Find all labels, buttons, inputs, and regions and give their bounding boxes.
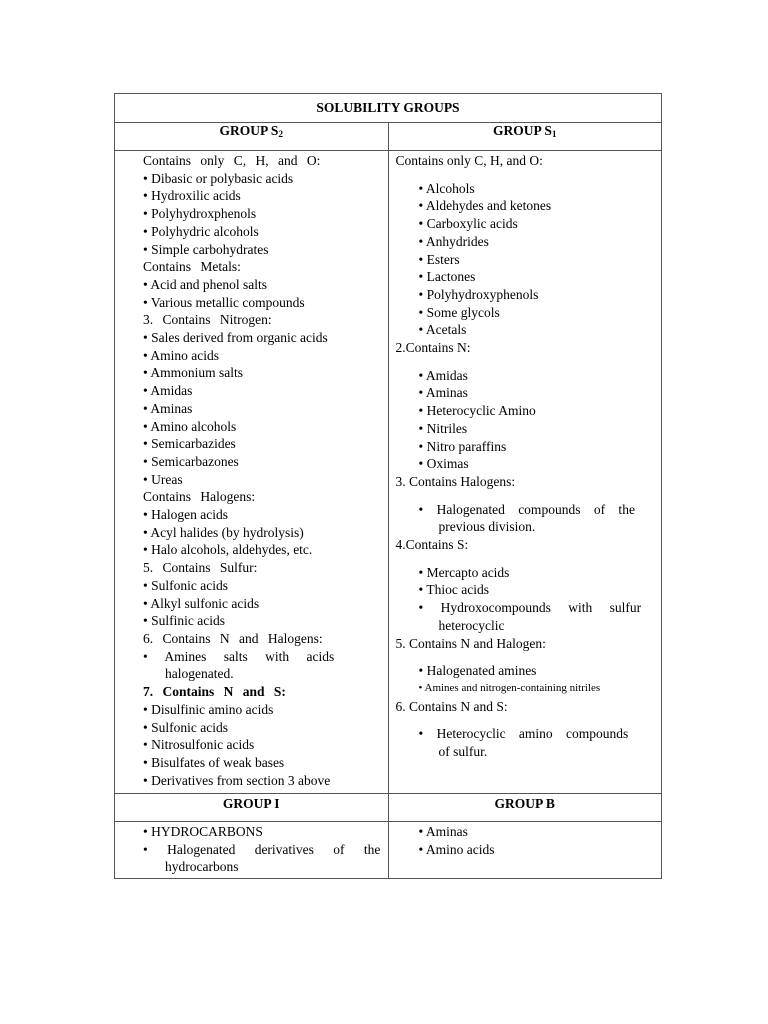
s1-list-5 xyxy=(396,662,650,697)
list-item: • Nitro paraffins xyxy=(418,438,507,454)
list-item-continuation: hydrocarbons xyxy=(165,859,239,875)
table-title: SOLUBILITY GROUPS xyxy=(115,94,662,123)
s1-list-3 xyxy=(396,501,650,536)
list-item: • Mercapto acids xyxy=(418,564,510,580)
list-item: • Simple carbohydrates xyxy=(143,241,269,257)
s1-heading-5: 5. Contains N and Halogen: xyxy=(395,635,546,651)
list-item: • Polyhydric alcohols xyxy=(143,223,259,239)
header-group-i: GROUP I xyxy=(115,794,389,822)
s2-list-7 xyxy=(143,701,380,790)
s1-list-1 xyxy=(396,180,650,339)
group-s2-cell xyxy=(115,151,389,794)
list-item: • Sulfonic acids xyxy=(143,719,228,735)
s2-heading-3: 3. Contains Nitrogen: xyxy=(143,312,272,328)
header-group-s1: GROUP $S_1$ xyxy=(388,123,662,151)
list-item: • Halogenated derivatives of the xyxy=(143,841,381,857)
list-item: • Halo alcohols, aldehydes, etc. xyxy=(143,542,313,558)
list-item: • Amino acids xyxy=(418,841,495,857)
list-item: • Aldehydes and ketones xyxy=(418,198,552,214)
list-item: • Alcohols xyxy=(418,180,475,196)
list-item: • Nitrosulfonic acids xyxy=(143,737,255,753)
header-group-s2: GROUP $S_2$ xyxy=(115,123,389,151)
s2-heading-6: 6. Contains N and Halogens: xyxy=(143,630,323,646)
list-item: • Carboxylic acids xyxy=(418,216,518,232)
s1-heading-2: 2.Contains N: xyxy=(395,340,471,356)
s1-heading-3: 3. Contains Halogens: xyxy=(395,473,516,489)
list-item: • Hydroxocompounds with sulfur xyxy=(418,600,642,616)
list-item: • Lactones xyxy=(418,269,476,285)
list-item: • Heterocyclic Amino xyxy=(418,403,536,419)
list-item: • Anhydrides xyxy=(418,233,489,249)
list-item: • Amines salts with acids xyxy=(143,648,335,664)
group-i-cell xyxy=(115,822,389,879)
group-s1-cell xyxy=(388,151,662,794)
s2-heading-7: 7. Contains N and S: xyxy=(143,684,286,700)
list-item: • Halogen acids xyxy=(143,507,228,523)
list-item-continuation: halogenated. xyxy=(165,666,234,682)
list-item: • Amino alcohols xyxy=(143,418,237,434)
list-item: • Halogenated compounds of the xyxy=(418,501,635,517)
list-item: • Halogenated amines xyxy=(418,663,537,679)
list-item: • Aminas xyxy=(418,824,468,840)
s2-heading-1: Contains only C, H, and O: xyxy=(143,153,321,168)
list-item: • Acid and phenol salts xyxy=(143,276,267,292)
list-item: • Bisulfates of weak bases xyxy=(143,754,285,770)
list-item: • Semicarbazones xyxy=(143,453,239,469)
list-item: • Thioc acids xyxy=(418,582,489,598)
header-group-b: GROUP B xyxy=(388,794,662,822)
list-item-continuation: of sulfur. xyxy=(438,744,488,760)
list-item-continuation: previous division. xyxy=(438,519,536,535)
list-item: • Hydroxilic acids xyxy=(143,188,241,204)
list-item: • Sulfinic acids xyxy=(143,613,225,629)
s1-heading-4: 4.Contains S: xyxy=(395,537,469,553)
list-item: • Ammonium salts xyxy=(143,365,243,381)
s1-list-4 xyxy=(396,564,650,635)
list-item: • Sales derived from organic acids xyxy=(143,330,328,346)
list-item: • Aminas xyxy=(418,385,468,401)
s1-list-6 xyxy=(396,725,650,760)
list-item: • Amines and nitrogen-containing nitriles xyxy=(418,681,601,694)
list-item: • Acyl halides (by hydrolysis) xyxy=(143,524,304,540)
list-item: • Aminas xyxy=(143,400,193,416)
s2-heading-4: Contains Halogens: xyxy=(143,489,256,505)
list-item: • Amino acids xyxy=(143,347,219,363)
list-item: • Heterocyclic amino compounds xyxy=(418,726,629,742)
s1-heading-6: 6. Contains N and S: xyxy=(395,698,508,714)
list-item: • Sulfonic acids xyxy=(143,577,228,593)
list-item: • Amidas xyxy=(143,383,193,399)
s2-heading-2: Contains Metals: xyxy=(143,259,241,275)
s2-list-4 xyxy=(143,506,380,559)
s2-list-3 xyxy=(143,329,380,488)
solubility-table xyxy=(114,93,662,879)
list-item: • HYDROCARBONS xyxy=(143,824,263,840)
list-item: • Disulfinic amino acids xyxy=(143,701,274,717)
list-item-continuation: heterocyclic xyxy=(438,617,505,633)
list-item: • Alkyl sulfonic acids xyxy=(143,595,260,611)
list-item: • Semicarbazides xyxy=(143,436,236,452)
list-item: • Oximas xyxy=(418,456,469,472)
list-item: • Polyhydroxphenols xyxy=(143,206,257,222)
s2-heading-5: 5. Contains Sulfur: xyxy=(143,560,258,576)
s1-list-2 xyxy=(396,367,650,473)
list-item: • Various metallic compounds xyxy=(143,294,305,310)
list-item: • Dibasic or polybasic acids xyxy=(143,170,294,186)
list-item: • Derivatives from section 3 above xyxy=(143,772,331,788)
list-item: • Nitriles xyxy=(418,420,468,436)
s2-list-2 xyxy=(143,276,380,311)
list-item: • Acetals xyxy=(418,322,467,338)
s2-list-1 xyxy=(143,170,380,259)
list-item: • Ureas xyxy=(143,471,183,487)
list-item: • Esters xyxy=(418,251,460,267)
list-item: • Polyhydroxyphenols xyxy=(418,286,539,302)
group-b-cell xyxy=(388,822,662,879)
s1-heading-1: Contains only C, H, and O: xyxy=(395,153,543,168)
list-item: • Some glycols xyxy=(418,304,500,320)
s2-list-5 xyxy=(143,577,380,630)
list-item: • Amidas xyxy=(418,367,468,383)
